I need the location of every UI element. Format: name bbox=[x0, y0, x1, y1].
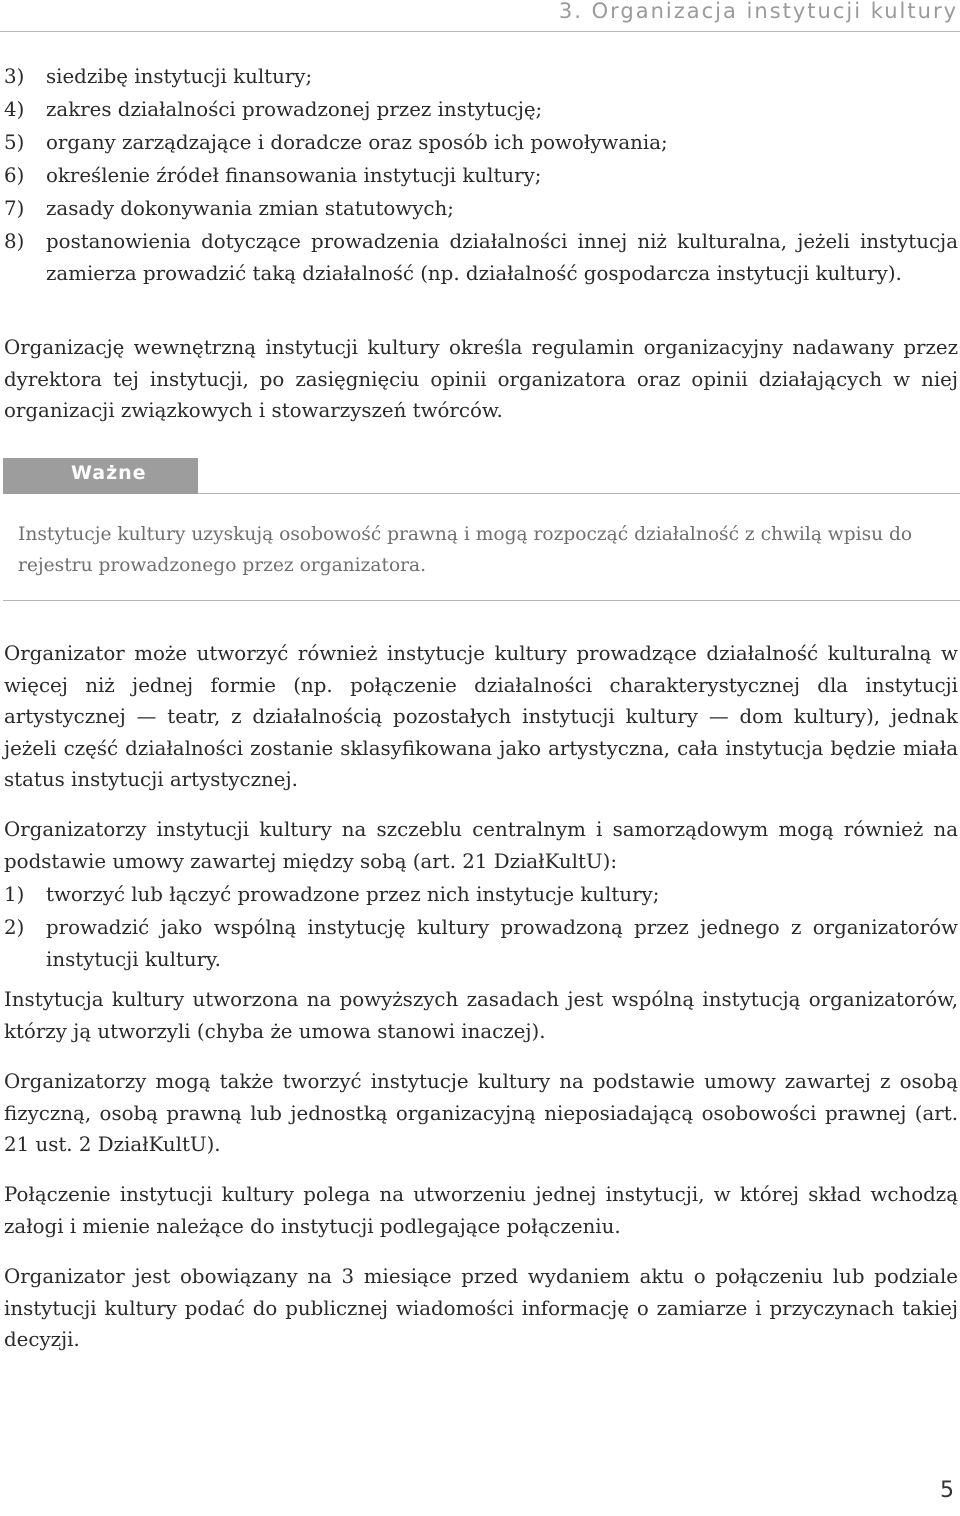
paragraph: Organizator jest obowiązany na 3 miesiące przed wydaniem aktu o połączeniu lub podziale instytucji kultury podać do publicznej wiadomości informację o zamiarze i przyczynach takiej decyzji. bbox=[4, 1265, 958, 1351]
list-item bbox=[4, 160, 958, 192]
list-number: 7) bbox=[4, 197, 25, 220]
important-tab bbox=[3, 458, 198, 494]
list-number: 8) bbox=[4, 230, 25, 253]
paragraph: Instytucja kultury utworzona na powyższych zasadach jest wspólną instytucją organizatorów, którzy ją utworzyli (chyba że umowa stanowi inaczej). bbox=[4, 988, 958, 1043]
list-text: organy zarządzające i doradcze oraz sposób ich powoływania; bbox=[46, 131, 668, 154]
page-number: 5 bbox=[940, 1478, 954, 1503]
chapter-title: 3. Organizacja instytucji kultury bbox=[558, 0, 958, 23]
list-item bbox=[4, 226, 958, 289]
list-text: określenie źródeł finansowania instytucji kultury; bbox=[46, 164, 542, 187]
list-number: 6) bbox=[4, 164, 25, 187]
list-text: zakres działalności prowadzonej przez instytucję; bbox=[46, 98, 543, 121]
list-item bbox=[4, 193, 958, 225]
important-bottom-rule bbox=[3, 600, 960, 601]
paragraph: Organizator może utworzyć również instytucje kultury prowadzące działalność kulturalną w więcej niż jednej formie (np. połączenie działalności charakterystycznej dla instytucji artystycznej — teatr, z działalnością pozostałych instytucji kultury — dom kultury), jednak jeżeli część działalności zostanie sklasyfikowana jako artystyczna, cała instytucja będzie miała status instytucji artystycznej. bbox=[4, 642, 958, 791]
list-item bbox=[4, 912, 958, 975]
important-note: Instytucje kultury uzyskują osobowość prawną i mogą rozpocząć działalność z chwilą wpisu do rejestru prowadzonego przez organizatora. bbox=[18, 524, 913, 576]
list-number: 1) bbox=[4, 883, 25, 906]
list-text: zasady dokonywania zmian statutowych; bbox=[46, 197, 454, 220]
list-text: tworzyć lub łączyć prowadzone przez nich instytucje kultury; bbox=[46, 883, 660, 906]
running-header bbox=[0, 0, 960, 32]
list-item bbox=[4, 879, 958, 911]
list-text: siedzibę instytucji kultury; bbox=[46, 65, 313, 88]
list-text: prowadzić jako wspólną instytucję kultury prowadzoną przez jednego z organizatorów instytucji kultury. bbox=[46, 916, 958, 971]
paragraph: Połączenie instytucji kultury polega na utworzeniu jednej instytucji, w której skład wchodzą załogi i mienie należące do instytucji podlegające połączeniu. bbox=[4, 1183, 958, 1238]
list-item bbox=[4, 127, 958, 159]
paragraph: Organizatorzy instytucji kultury na szczeblu centralnym i samorządowym mogą również na podstawie umowy zawartej między sobą (art. 21 DziałKultU): bbox=[4, 818, 958, 873]
list-number: 3) bbox=[4, 65, 25, 88]
list-number: 2) bbox=[4, 916, 25, 939]
list-text: postanowienia dotyczące prowadzenia działalności innej niż kulturalna, jeżeli instytucja zamierza prowadzić taką działalność (np. działalność gospodarcza instytucji kultury). bbox=[46, 230, 958, 285]
paragraph: Organizatorzy mogą także tworzyć instytucje kultury na podstawie umowy zawartej z osobą fizyczną, osobą prawną lub jednostką organizacyjną nieposiadającą osobowości prawnej (art. 21 ust. 2 DziałKultU). bbox=[4, 1070, 958, 1156]
paragraph: Organizację wewnętrzną instytucji kultury określa regulamin organizacyjny nadawany przez dyrektora tej instytucji, po zasięgnięciu opinii organizatora oraz opinii działających w niej organizacji związkowych i stowarzyszeń twórców. bbox=[4, 336, 958, 422]
list-item bbox=[4, 94, 958, 126]
list-item bbox=[4, 61, 958, 93]
important-top-rule bbox=[198, 493, 960, 494]
list-number: 4) bbox=[4, 98, 25, 121]
important-label: Ważne bbox=[71, 462, 147, 484]
list-number: 5) bbox=[4, 131, 25, 154]
